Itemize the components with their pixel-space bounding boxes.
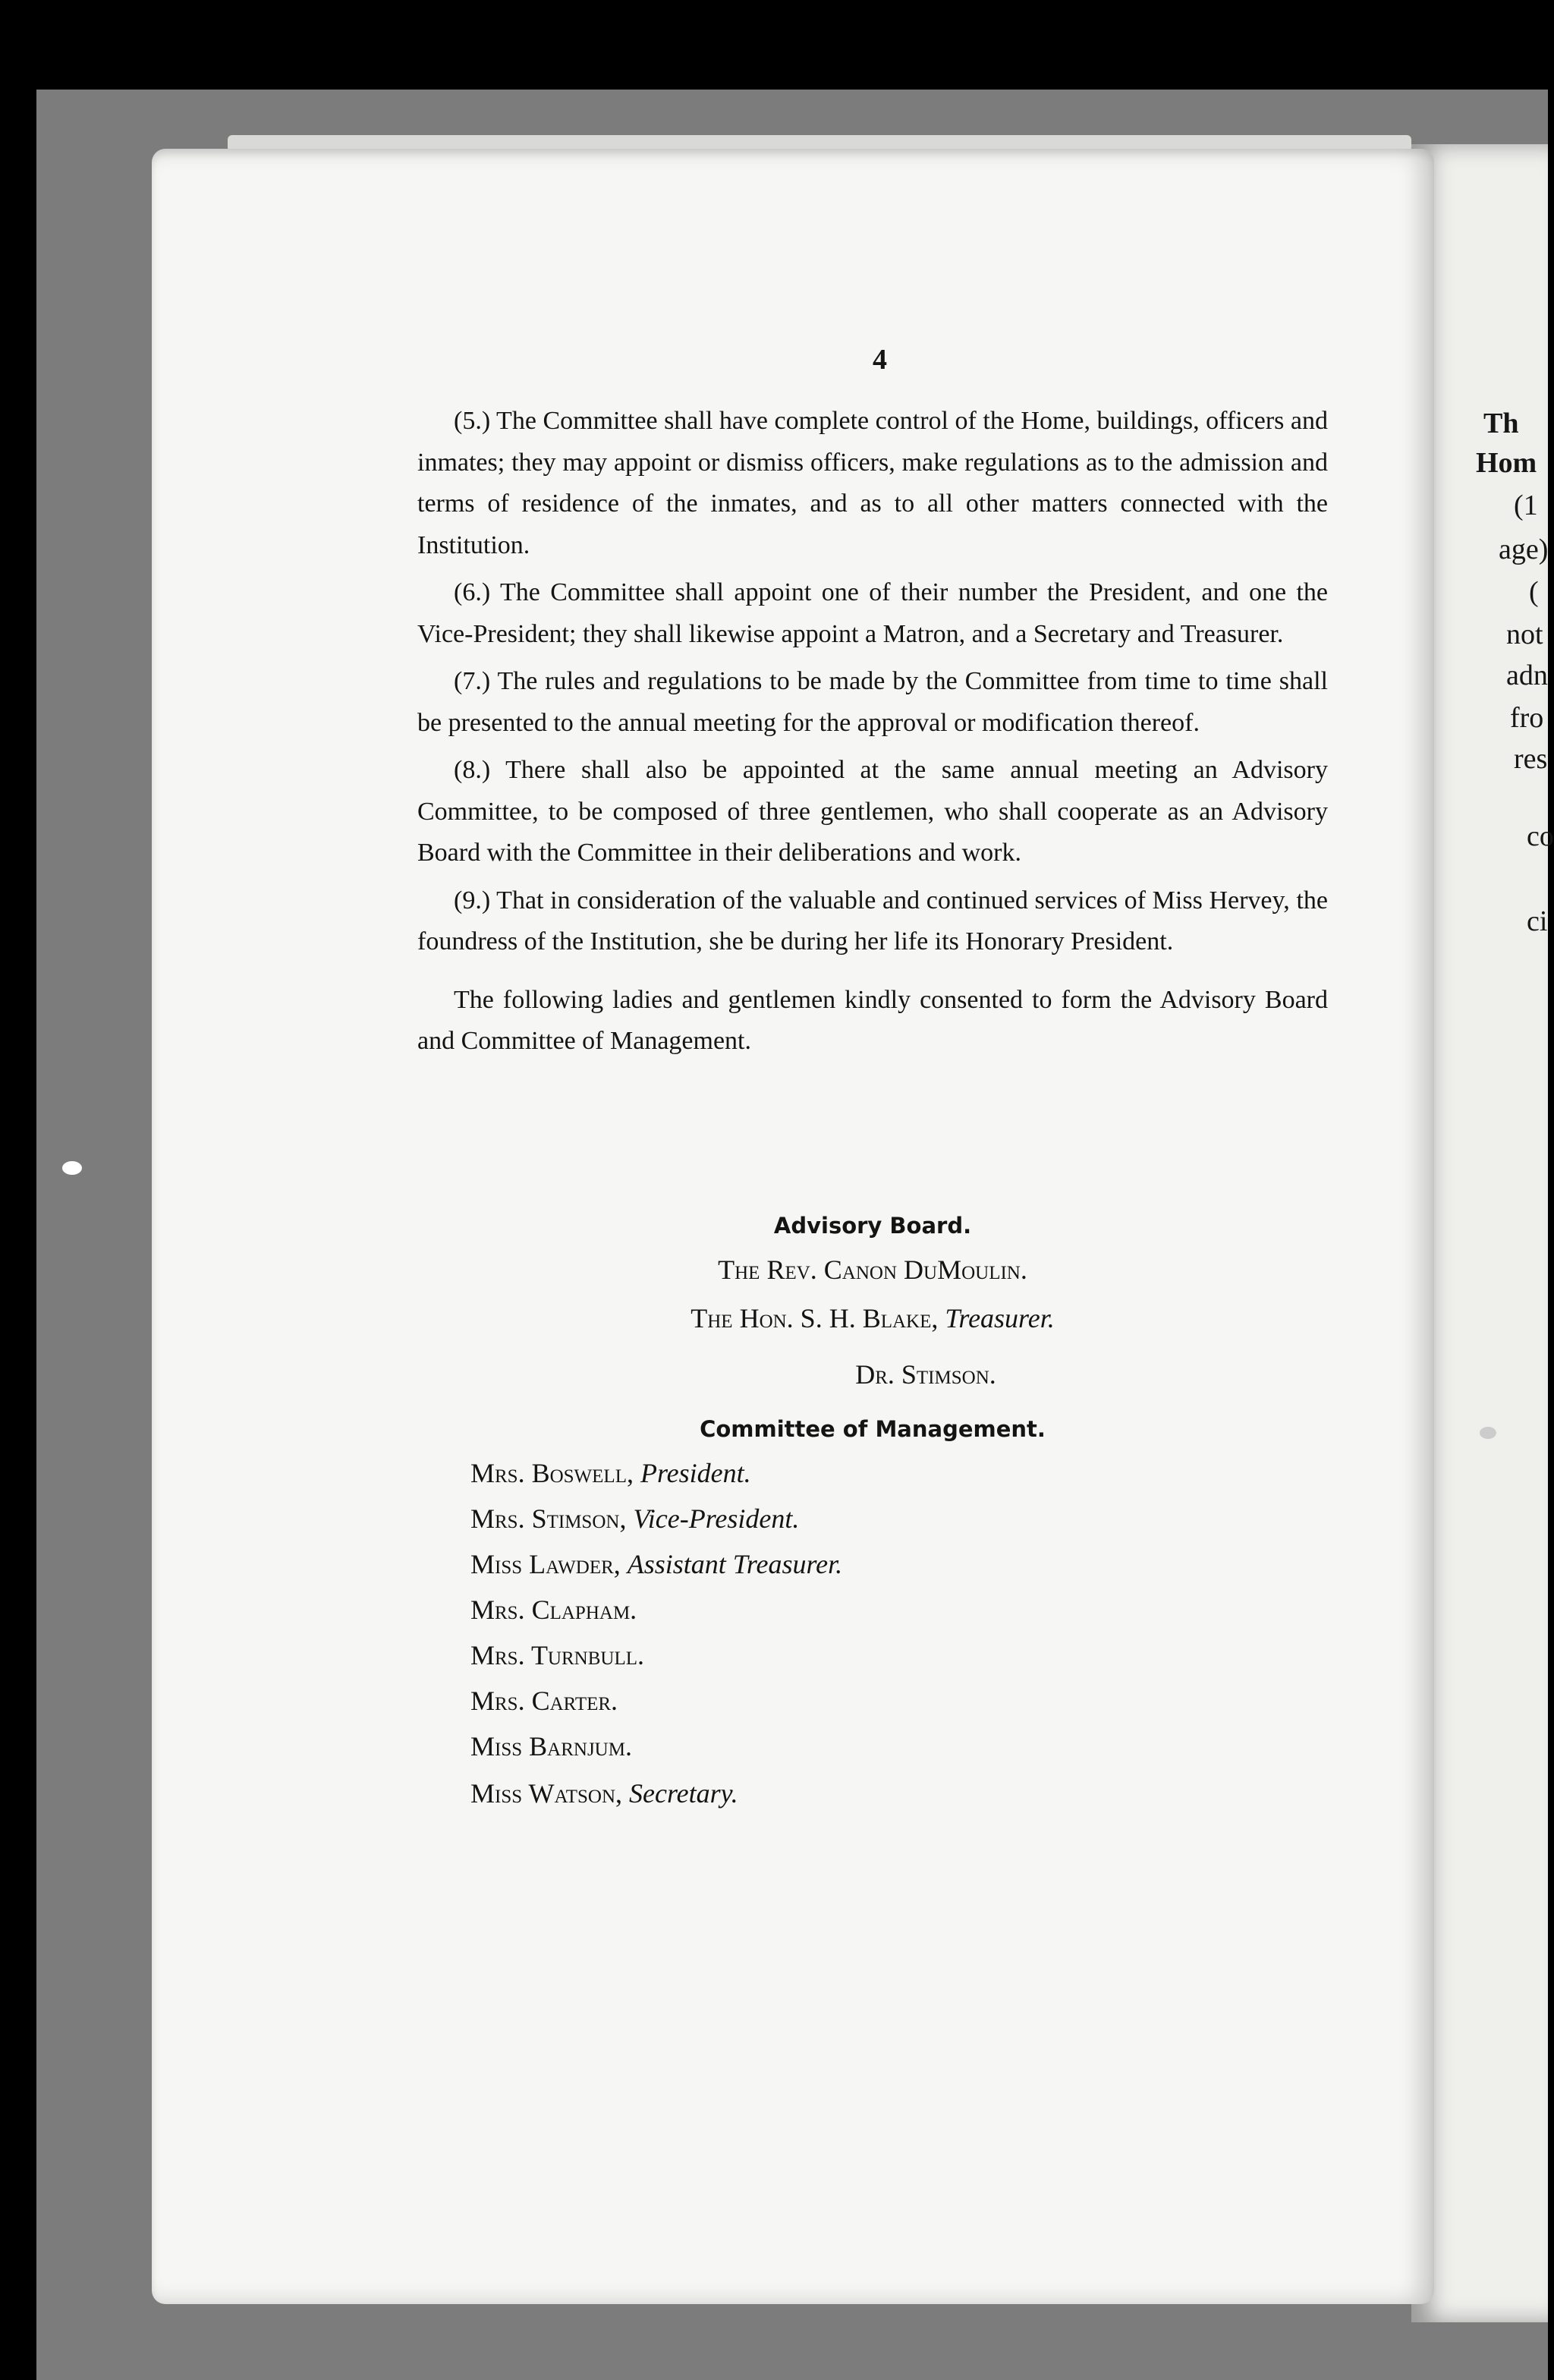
member-name: Dr. Stimson. <box>855 1359 996 1390</box>
film-speck <box>1480 1427 1496 1439</box>
facing-fragment: Th <box>1483 408 1519 439</box>
committee-member <box>470 1503 799 1535</box>
member-role: Vice-President. <box>633 1503 800 1534</box>
film-speck <box>62 1161 82 1175</box>
body-text <box>417 401 1328 1062</box>
member-name: Mrs. Boswell, <box>470 1458 634 1488</box>
member-name: The Rev. Canon DuMoulin. <box>718 1255 1027 1285</box>
committee-member <box>470 1457 751 1489</box>
committee-heading: Committee of Management. <box>700 1416 1046 1442</box>
paragraph-9: (9.) That in consideration of the valuable and continued services of Miss Hervey, the foundress of the Institution, she be during her life its Honorary President. <box>417 886 1328 955</box>
member-name: Miss Barnjum. <box>470 1731 632 1761</box>
paragraph-7: (7.) The rules and regulations to be made by the Committee from time to time shall be presented to the annual meeting for the approval or modification thereof. <box>417 667 1328 737</box>
facing-fragment: Hom <box>1476 447 1537 479</box>
facing-fragment: (1 <box>1514 490 1538 521</box>
facing-fragment: age) <box>1499 534 1549 565</box>
committee-member <box>470 1685 618 1717</box>
committee-member <box>470 1777 738 1809</box>
facing-fragment: adn <box>1506 660 1548 691</box>
facing-fragment: res <box>1514 743 1548 775</box>
facing-fragment: fro <box>1510 702 1544 734</box>
committee-member <box>470 1639 644 1671</box>
member-name: Miss Watson, <box>470 1778 623 1809</box>
facing-fragment: co <box>1527 820 1554 852</box>
advisory-member <box>417 1302 1328 1334</box>
advisory-member <box>470 1358 1381 1390</box>
facing-fragment: ci <box>1527 905 1548 937</box>
member-name: The Hon. S. H. Blake, <box>690 1303 939 1333</box>
paragraph-5: (5.) The Committee shall have complete control of the Home, buildings, officers and inmates; they may appoint or dismiss officers, make regulations as to the admission and terms of residence of the inmates, and as to all other matters connected with the Institution. <box>417 407 1328 559</box>
advisory-board-heading: Advisory Board. <box>773 1213 972 1239</box>
committee-member <box>470 1594 637 1626</box>
member-name: Mrs. Clapham. <box>470 1595 637 1625</box>
member-name: Mrs. Carter. <box>470 1686 618 1716</box>
facing-fragment: ( <box>1529 576 1539 608</box>
committee-member <box>470 1548 842 1580</box>
paragraph-8: (8.) There shall also be appointed at the same annual meeting an Advisory Committee, to be composed of three gentlemen, who shall cooperate as an Advisory Board with the Committee in their deliberations and work. <box>417 756 1328 867</box>
intro-paragraph: The following ladies and gentlemen kindly consented to form the Advisory Board and Committee of Management. <box>417 985 1328 1055</box>
member-name: Mrs. Stimson, <box>470 1503 627 1534</box>
page-number: 4 <box>873 344 887 376</box>
paragraph-6: (6.) The Committee shall appoint one of their number the President, and one the Vice-President; they shall likewise appoint a Matron, and a Secretary and Treasurer. <box>417 578 1328 648</box>
member-name: Miss Lawder, <box>470 1549 621 1579</box>
member-role: Treasurer. <box>945 1303 1055 1333</box>
member-role: Assistant Treasurer. <box>627 1549 843 1579</box>
member-role: Secretary. <box>629 1778 738 1809</box>
advisory-member <box>417 1254 1328 1286</box>
committee-member <box>470 1730 632 1762</box>
member-role: President. <box>640 1458 751 1488</box>
member-name: Mrs. Turnbull. <box>470 1640 644 1670</box>
facing-fragment: not <box>1506 619 1543 650</box>
